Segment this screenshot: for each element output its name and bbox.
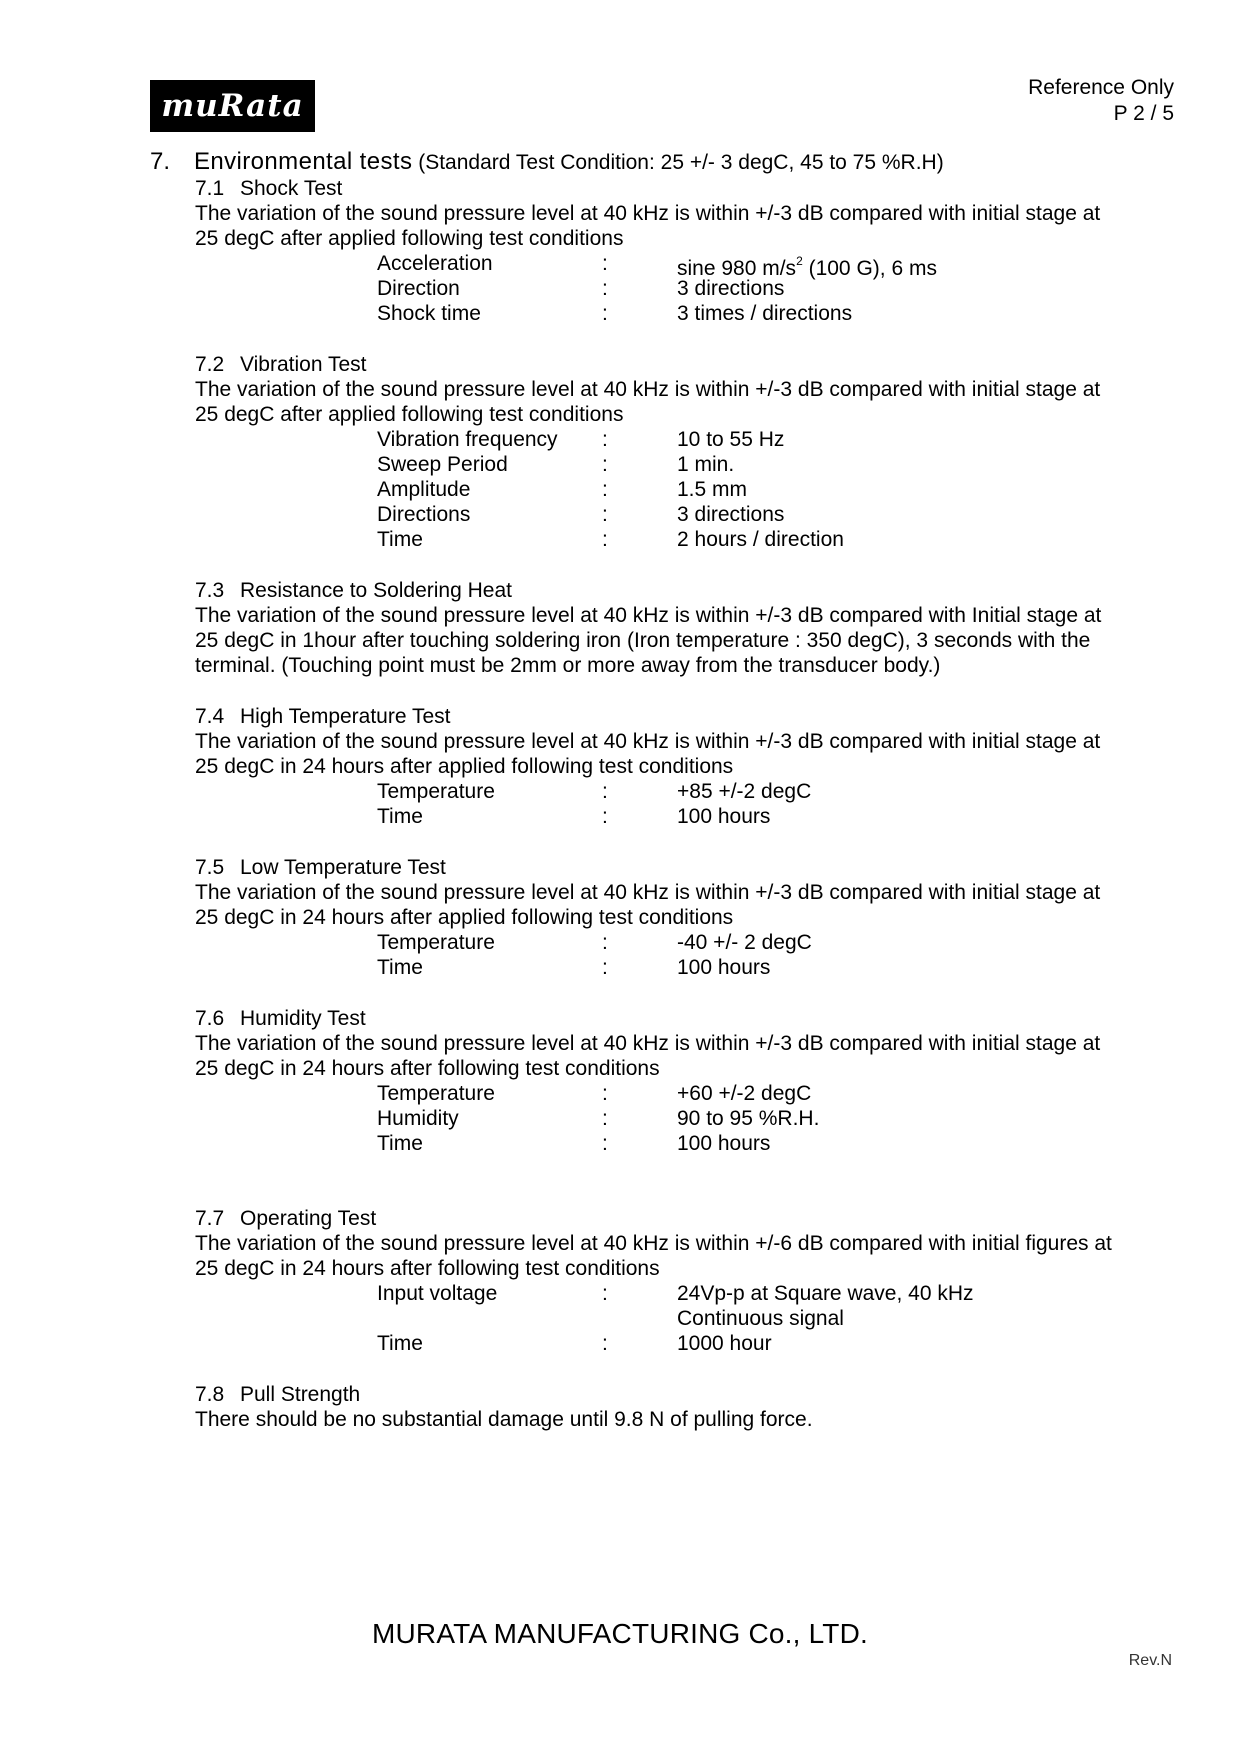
test-heading: 7.4 High Temperature Test — [195, 705, 451, 728]
test-heading: 7.3 Resistance to Soldering Heat — [195, 579, 512, 602]
section-title — [150, 148, 944, 177]
test-description: There should be no substantial damage until 9.8 N of pulling force. — [195, 1408, 813, 1431]
section-condition: (Standard Test Condition: 25 +/- 3 degC, 45 to 75 %R.H) — [418, 151, 944, 174]
test-description: The variation of the sound pressure level at 40 kHz is within +/-3 dB compared with initial stage at 25 degC after applied following test conditions — [195, 378, 1101, 427]
page-number: P 2 / 5 — [1113, 102, 1174, 125]
test-heading: 7.8 Pull Strength — [195, 1383, 361, 1406]
test-description: The variation of the sound pressure level at 40 kHz is within +/-3 dB compared with initial stage at 25 degC in 24 hours after following test conditions — [195, 1032, 1101, 1081]
test-heading: 7.1 Shock Test — [195, 177, 343, 200]
test-description: The variation of the sound pressure level at 40 kHz is within +/-3 dB compared with initial stage at 25 degC in 24 hours after applied following test conditions — [195, 730, 1101, 779]
test-description: The variation of the sound pressure level at 40 kHz is within +/-3 dB compared with initial stage at 25 degC after applied following test conditions — [195, 202, 1101, 251]
test-heading: 7.2 Vibration Test — [195, 353, 367, 376]
murata-logo: muRata — [150, 80, 315, 132]
reference-label: Reference Only — [1028, 76, 1174, 99]
test-description: The variation of the sound pressure level at 40 kHz is within +/-6 dB compared with initial figures at 25 degC in 24 hours after following test conditions — [195, 1232, 1112, 1281]
test-description: The variation of the sound pressure level at 40 kHz is within +/-3 dB compared with initial stage at 25 degC in 24 hours after applied following test conditions — [195, 881, 1101, 930]
test-heading: 7.6 Humidity Test — [195, 1007, 366, 1030]
section-name: Environmental tests — [194, 148, 413, 175]
test-heading: 7.5 Low Temperature Test — [195, 856, 446, 879]
test-heading: 7.7 Operating Test — [195, 1207, 377, 1230]
section-number: 7. — [150, 148, 171, 175]
revision-label: Rev.N — [1128, 1652, 1172, 1669]
company-footer: MURATA MANUFACTURING Co., LTD. — [371, 1618, 869, 1649]
test-description: The variation of the sound pressure level at 40 kHz is within +/-3 dB compared with Initial stage at 25 degC in 1hour after touching soldering iron (Iron temperature : 350 degC), 3 seconds with the terminal. (Touching point must be 2mm or more away from the transducer body.) — [195, 604, 1102, 678]
